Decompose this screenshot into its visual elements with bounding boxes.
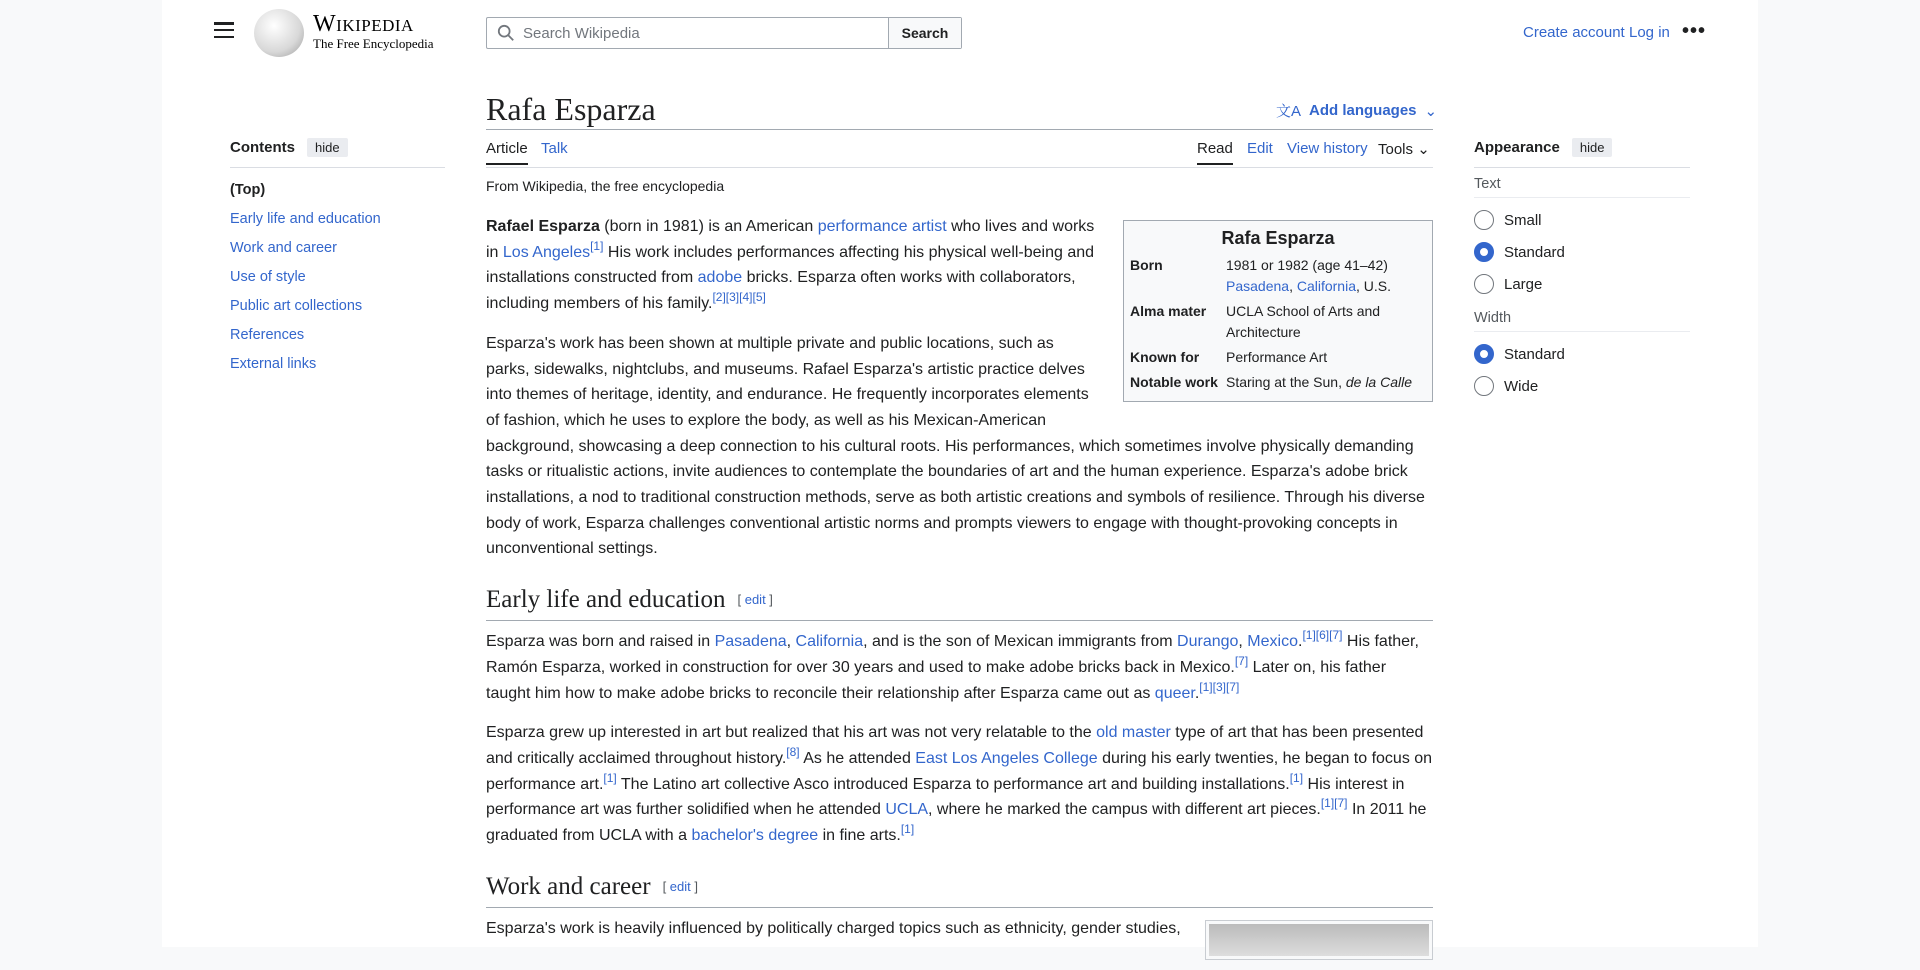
wiki-link[interactable]: Mexico [1247,633,1298,651]
search-form [486,17,962,49]
radio-option-standard[interactable] [1474,338,1690,370]
wiki-link[interactable]: bachelor's degree [691,827,819,845]
section-edit: [ edit ] [737,592,773,608]
text-run: , [1289,278,1297,294]
text-run: , [1238,633,1248,651]
text-run: 1981 or 1982 (age 41–42) [1226,257,1388,273]
add-languages-label: Add languages [1309,102,1417,119]
citation-link[interactable]: [8] [786,744,800,759]
section-title: Early life and education [486,586,726,614]
wiki-link[interactable]: UCLA [885,801,929,819]
appearance-title: Appearance [1474,139,1560,156]
wiki-link[interactable]: performance artist [817,218,947,235]
wiki-link[interactable]: queer [1154,684,1195,702]
paragraph [486,629,1433,706]
appearance-hide-button[interactable]: hide [1572,138,1613,157]
text-run: His father, Ramón Esparza, worked in construction for over 30 years and used to make adobe bricks back in Mexico. [486,633,1419,676]
citation-link[interactable]: [1][3][7] [1199,679,1240,694]
search-button[interactable]: Search [888,18,961,48]
infobox-value [1226,370,1426,395]
text-run: (born in 1981) is an American [599,218,818,235]
radio-label: Small [1504,211,1542,229]
infobox-label: Notable work [1130,374,1218,390]
text-run: The Latino art collective Asco introduced Esparza to performance art and building installations. [616,775,1290,793]
wiki-link[interactable]: Los Angeles [502,243,591,261]
log-in-link[interactable]: Log in [1629,24,1670,41]
text-run: bricks. Esparza often works with collaborators, including members of his family. [486,269,1076,313]
text-run: Esparza's work is heavily influenced by politically charged topics such as ethnicity, gender studies, [486,919,1181,937]
radio-label: Wide [1504,377,1539,395]
text-run: , [786,633,796,651]
text-run: Esparza's work has been shown at multiple private and public locations, such as parks, sidewalks, nightclubs, and museums. Rafael Esparza's artistic practice delves into themes of heritage, identity, and endurance. He frequently incorporates elements of fashion, which he uses to explore the body, as well as his Mexican-American background, showcasing a deep connection to his cultural roots. His performances, which sometimes involve physically demanding tasks or ritualistic actions, invite audiences to contemplate the boundaries of art and the human experience. Esparza's adobe brick installations, a nod to traditional construction methods, serve as both artistic creations and symbols of resilience. Through his diverse body of work, Esparza challenges conventional artistic norms and prompts viewers to engage with thought-provoking concepts in unconventional settings. [486,334,1425,558]
text-run: type of art that has been presented and critically acclaimed throughout history. [486,724,1424,767]
chevron-down-icon: ⌄ [1417,141,1430,158]
text-run: , where he marked the campus with different art pieces. [928,801,1321,819]
logo-subtitle: The Free Encyclopedia [313,36,434,51]
text-run: As he attended [799,749,916,767]
main-menu-icon[interactable] [214,22,234,38]
wiki-link[interactable]: Pasadena [1226,278,1290,294]
text-run: His work includes performances affecting his physical well-being and installations constructed from [486,243,1095,287]
edit-section-link[interactable]: edit [744,592,766,608]
text-size-label: Text [1474,168,1690,198]
text-run: Esparza was born and raised in [486,633,715,651]
infobox-label: Known for [1130,349,1200,365]
infobox-row [1130,370,1426,395]
radio-button[interactable] [1474,376,1494,396]
radio-button[interactable] [1474,210,1494,230]
text-run: during his early twenties, he began to focus on performance art. [486,749,1433,793]
citation-link[interactable]: [1] [900,822,915,837]
text-run: His interest in performance art was further solidified when he attended [486,775,1405,819]
paragraph [486,720,1433,849]
tools-label: Tools [1378,141,1414,158]
toc-item[interactable]: Use of style [230,269,306,285]
radio-label: Standard [1504,345,1565,363]
infobox-label: Alma mater [1130,303,1207,319]
radio-label: Large [1504,275,1543,293]
section-title: Work and career [486,872,651,900]
toc-hide-button[interactable]: hide [307,138,348,157]
text-run: , U.S. [1355,278,1391,294]
text-run: . [1297,633,1303,651]
more-options-icon[interactable]: ••• [1682,20,1707,42]
tabs-divider [486,167,1433,168]
text-run: in fine arts. [818,827,901,845]
tab-read[interactable]: Read [1197,140,1233,165]
wiki-link[interactable]: California [1296,278,1356,294]
table-of-contents [230,138,445,379]
infobox-value [1226,299,1426,345]
add-languages-button[interactable] [1276,100,1437,121]
infobox-label: Born [1130,257,1163,273]
chevron-down-icon: ⌄ [1424,102,1438,120]
radio-option-large[interactable] [1474,268,1690,300]
radio-option-standard[interactable] [1474,236,1690,268]
radio-button[interactable] [1474,242,1494,262]
toc-item[interactable]: External links [230,356,317,372]
wiki-link[interactable]: Durango [1177,633,1239,651]
wikipedia-wordmark[interactable] [313,12,434,51]
page-title: Rafa Esparza [486,91,656,127]
citation-link[interactable]: [1][6][7] [1302,628,1343,643]
toc-item[interactable]: Work and career [230,240,337,256]
article-body [486,214,1433,970]
citation-link[interactable]: [1] [590,238,604,253]
citation-link[interactable]: [7] [1234,653,1249,668]
text-run: UCLA School of Arts and Architecture [1226,303,1381,340]
width-label: Width [1474,302,1690,332]
infobox-row [1130,253,1426,299]
search-icon [497,24,515,42]
text-run: . [1194,684,1200,702]
wiki-link[interactable]: Pasadena [714,633,787,651]
toc-item-top[interactable]: (Top) [230,182,266,198]
citation-link[interactable]: [1][7] [1320,796,1348,811]
wiki-link[interactable]: adobe [697,269,743,287]
toc-item[interactable]: Public art collections [230,298,363,314]
text-run: Staring at the Sun, [1226,374,1346,390]
radio-button[interactable] [1474,344,1494,364]
text-run: In 2011 he graduated from UCLA with a [486,801,1427,845]
text-run: who lives and works in [486,218,1095,261]
create-account-link[interactable]: Create account [1523,24,1625,41]
citation-link[interactable]: [2][3][4][5] [712,290,766,305]
tab-talk[interactable]: Talk [541,140,568,157]
edit-section-link[interactable]: edit [669,878,691,894]
text-run: Esparza grew up interested in art but realized that his art was not very relatable to the [486,724,1097,742]
tagline: From Wikipedia, the free encyclopedia [486,178,725,194]
radio-option-small[interactable] [1474,204,1690,236]
search-input[interactable] [487,18,888,48]
wiki-link[interactable]: California [795,633,864,651]
title-divider [486,129,1433,130]
logo-title: Wikipedia [313,11,414,37]
wikipedia-globe-logo[interactable] [254,9,304,57]
infobox-row [1130,299,1426,345]
italic-text: de la Calle [1345,374,1413,390]
appearance-panel [1474,138,1690,402]
infobox-value [1226,345,1426,370]
infobox-title: Rafa Esparza [1221,228,1335,248]
tab-article[interactable]: Article [486,140,528,165]
section-heading [486,871,1433,908]
citation-link[interactable]: [1] [1289,770,1304,785]
search-placeholder: Search Wikipedia [523,24,640,42]
wiki-link[interactable]: East Los Angeles College [915,749,1098,767]
tools-menu[interactable] [1378,140,1430,168]
infobox-row [1130,345,1426,370]
infobox [1123,220,1433,402]
section-heading [486,584,1433,621]
text-run: Performance Art [1226,349,1328,365]
toc-item[interactable]: References [230,327,305,343]
text-run: , and is the son of Mexican immigrants from [863,633,1178,651]
radio-label: Standard [1504,243,1565,261]
tab-view-history[interactable]: View history [1287,140,1368,157]
toc-title: Contents [230,139,295,156]
section-edit: [ edit ] [662,878,698,894]
text-run: Later on, his father taught him how to make adobe bricks to reconcile their relationship after Esparza came out as [486,658,1387,702]
radio-option-wide[interactable] [1474,370,1690,402]
citation-link[interactable]: [1] [603,770,617,785]
tab-edit[interactable]: Edit [1247,140,1273,157]
language-icon: 文A [1276,103,1302,120]
bold-text: Rafael Esparza [486,218,600,235]
toc-item[interactable]: Early life and education [230,211,381,227]
infobox-value [1226,253,1426,299]
radio-button[interactable] [1474,274,1494,294]
thumbnail-image[interactable] [1205,920,1433,960]
wiki-link[interactable]: old master [1096,724,1171,742]
